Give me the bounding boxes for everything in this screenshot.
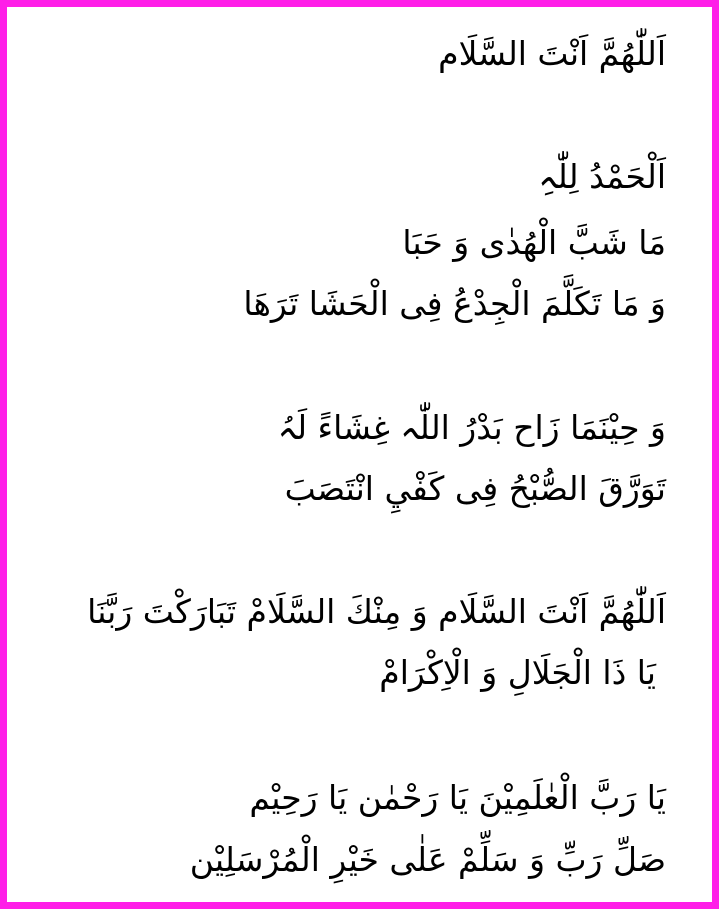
text-line-5: وَ حِیْنَمَا زَاح بَدْرُ اللّٰہ غِشَاءً لَہُ: [277, 408, 666, 447]
text-line-8: یَا ذَا الْجَلَالِ وَ الْاِکْرَامْ: [379, 653, 656, 692]
text-line-9: یَا رَبَّ الْعٰلَمِیْنَ یَا رَحْمٰن یَا رَحِیْم: [249, 778, 666, 817]
text-line-6: تَوَرَّقَ الصُّبْحُ فِی کَفْيِ انْتَصَبَ: [284, 469, 666, 508]
text-line-2: اَلْحَمْدُ لِلّٰہِ: [538, 157, 666, 196]
text-line-10: صَلِّ رَبِّ وَ سَلِّمْ عَلٰی خَیْرِ الْمُرْسَلِیْن: [189, 840, 666, 879]
text-line-4: وَ مَا تَکَلَّمَ الْجِدْعُ فِی الْحَشَا تَرَھَا: [243, 284, 666, 323]
text-line-3: مَا شَبَّ الْھُدٰی وَ حَبَا: [402, 223, 666, 262]
text-line-7: اَللّٰھُمَّ اَنْتَ السَّلَام وَ مِنْكَ السَّلَامْ تَبَارَکْتَ رَبَّنَا: [87, 592, 666, 631]
text-line-1: اَللّٰھُمَّ اَنْتَ السَّلَام: [438, 34, 666, 73]
arabic-text-block: [37, 7, 666, 902]
